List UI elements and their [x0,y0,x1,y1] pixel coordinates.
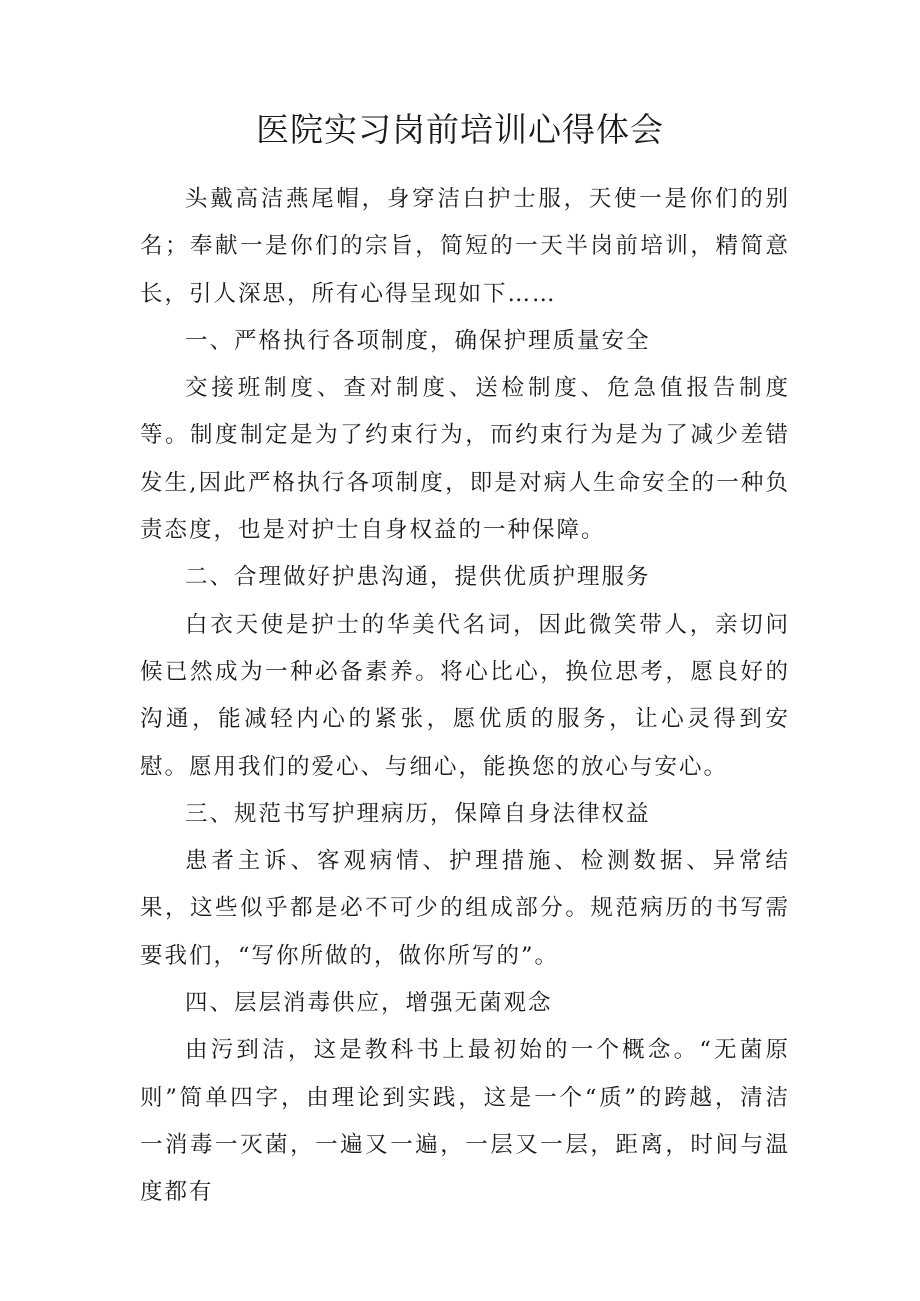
section-heading-2: 二、合理做好护患沟通，提供优质护理服务 [185,564,651,591]
section-heading-4: 四、层层消毒供应，增强无菌观念 [185,990,553,1017]
document-body [140,176,790,1217]
intro-paragraph: 头戴高洁燕尾帽，身穿洁白护士服，天使一是你们的别名；奉献一是你们的宗旨，简短的一天半岗前培训，精简意长，引人深思，所有心得呈现如下…… [140,186,790,307]
section-3-paragraph: 患者主诉、客观病情、护理措施、检测数据、异常结果，这些似乎都是必不可少的组成部分。规范病历的书写需要我们，“写你所做的，做你所写的”。 [140,848,790,969]
section-2-paragraph: 白衣天使是护士的华美代名词，因此微笑带人，亲切问候已然成为一种必备素养。将心比心，换位思考，愿良好的沟通，能减轻内心的紧张，愿优质的服务，让心灵得到安慰。愿用我们的爱心、与细心，能换您的放心与安心。 [140,611,790,780]
section-heading-3: 三、规范书写护理病历，保障自身法律权益 [185,800,651,827]
section-heading-1: 一、严格执行各项制度，确保护理质量安全 [185,327,651,354]
section-1-paragraph: 交接班制度、查对制度、送检制度、危急值报告制度等。制度制定是为了约束行为，而约束行为是为了减少差错发生,因此严格执行各项制度，即是对病人生命安全的一种负责态度，也是对护士自身权益的一种保障。 [140,375,790,544]
document-title: 医院实习岗前培训心得体会 [256,110,664,149]
section-4-paragraph: 由污到洁，这是教科书上最初始的一个概念。“无菌原则”简单四字，由理论到实践，这是一个“质”的跨越，清洁一消毒一灭菌，一遍又一遍，一层又一层，距离，时间与温度都有 [140,1037,790,1206]
